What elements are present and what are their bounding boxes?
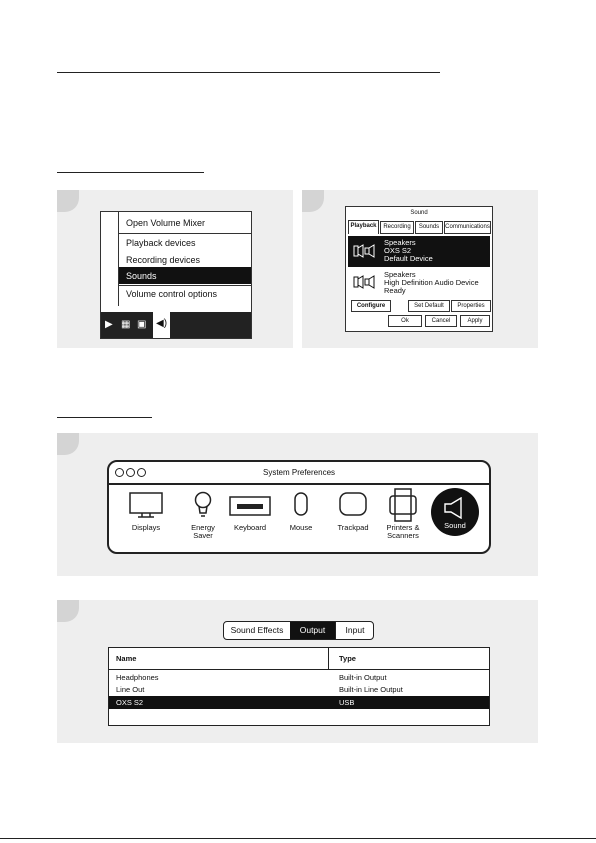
step-badge	[302, 190, 324, 212]
dialog-title: Sound	[410, 210, 428, 216]
device-row[interactable]	[348, 269, 490, 297]
properties-button[interactable]: Properties	[451, 300, 491, 312]
step-badge	[57, 600, 79, 622]
device-detail: High Definition Audio Device	[384, 278, 479, 287]
speaker-icon	[443, 497, 467, 519]
menu-item-recording-devices[interactable]: Recording devices	[126, 255, 201, 265]
row-type: Built-in Line Output	[339, 685, 403, 694]
device-detail: OXS S2	[384, 246, 412, 255]
tab-output[interactable]: Output	[290, 622, 335, 639]
taskbar	[101, 312, 251, 338]
pref-label: Mouse	[289, 523, 313, 532]
menu-item-playback-devices[interactable]: Playback devices	[126, 238, 196, 248]
tab-sound-effects[interactable]: Sound Effects	[230, 625, 284, 635]
pref-label: Printers & Scanners	[386, 523, 420, 540]
pref-label: Trackpad	[337, 523, 369, 532]
lightbulb-icon	[193, 490, 213, 520]
speaker-tray-icon[interactable]: ◀)	[156, 318, 168, 329]
footer-rule	[0, 838, 596, 839]
sound-tabs	[223, 621, 374, 640]
volume-context-menu	[100, 211, 252, 339]
pref-label: Sound	[444, 521, 466, 530]
cancel-button[interactable]: Cancel	[425, 315, 457, 327]
speaker-icon	[353, 244, 375, 258]
speaker-icon	[353, 275, 375, 289]
network-icon[interactable]: ▦	[121, 319, 131, 330]
pref-label: Keyboard	[233, 523, 267, 532]
column-header-type[interactable]: Type	[339, 654, 356, 663]
ok-button[interactable]: Ok	[388, 315, 422, 327]
configure-button[interactable]: Configure	[351, 300, 391, 312]
row-type: USB	[339, 698, 355, 707]
heading-rule-main	[57, 72, 440, 73]
heading-rule-windows	[57, 172, 204, 173]
row-name: Headphones	[116, 673, 159, 682]
pref-label: Displays	[131, 523, 161, 532]
device-row-selected[interactable]	[348, 236, 490, 267]
step-badge	[57, 190, 79, 212]
row-name: OXS S2	[116, 698, 144, 707]
table-row-selected[interactable]	[109, 696, 489, 709]
display-icon[interactable]: ▣	[137, 319, 147, 330]
heading-rule-mac	[57, 417, 152, 418]
apply-button[interactable]: Apply	[460, 315, 490, 327]
row-name: Line Out	[116, 685, 145, 694]
printer-icon	[389, 488, 417, 522]
menu-item-volume-control-options[interactable]: Volume control options	[126, 289, 218, 299]
menu-item-sounds[interactable]: Sounds	[126, 271, 157, 281]
tab-playback[interactable]: Playback	[348, 220, 379, 234]
device-status: Ready	[384, 286, 406, 295]
sound-dialog	[345, 206, 493, 332]
pref-sound[interactable]	[431, 488, 479, 536]
system-preferences-window	[107, 460, 491, 554]
column-header-name[interactable]: Name	[116, 654, 137, 663]
tab-communications[interactable]: Communications	[444, 221, 491, 234]
device-name: Speakers	[384, 238, 416, 247]
tab-sounds[interactable]: Sounds	[415, 221, 443, 234]
display-icon	[129, 492, 163, 520]
set-default-button[interactable]: Set Default	[408, 300, 450, 312]
row-type: Built-in Output	[339, 673, 387, 682]
pref-label: Energy Saver	[191, 523, 215, 540]
speaker-tray-slot[interactable]	[153, 312, 170, 338]
keyboard-icon	[229, 496, 271, 516]
trackpad-icon	[339, 492, 367, 516]
tab-recording[interactable]: Recording	[380, 221, 414, 234]
menu-item-open-volume-mixer[interactable]: Open Volume Mixer	[126, 218, 206, 228]
mouse-icon	[294, 492, 308, 516]
device-status: Default Device	[384, 254, 433, 263]
output-device-table	[108, 647, 490, 726]
window-title: System Preferences	[262, 468, 336, 477]
device-name: Speakers	[384, 270, 416, 279]
flag-icon[interactable]: ▶	[105, 319, 113, 330]
tab-input[interactable]: Input	[335, 622, 374, 639]
step-badge	[57, 433, 79, 455]
